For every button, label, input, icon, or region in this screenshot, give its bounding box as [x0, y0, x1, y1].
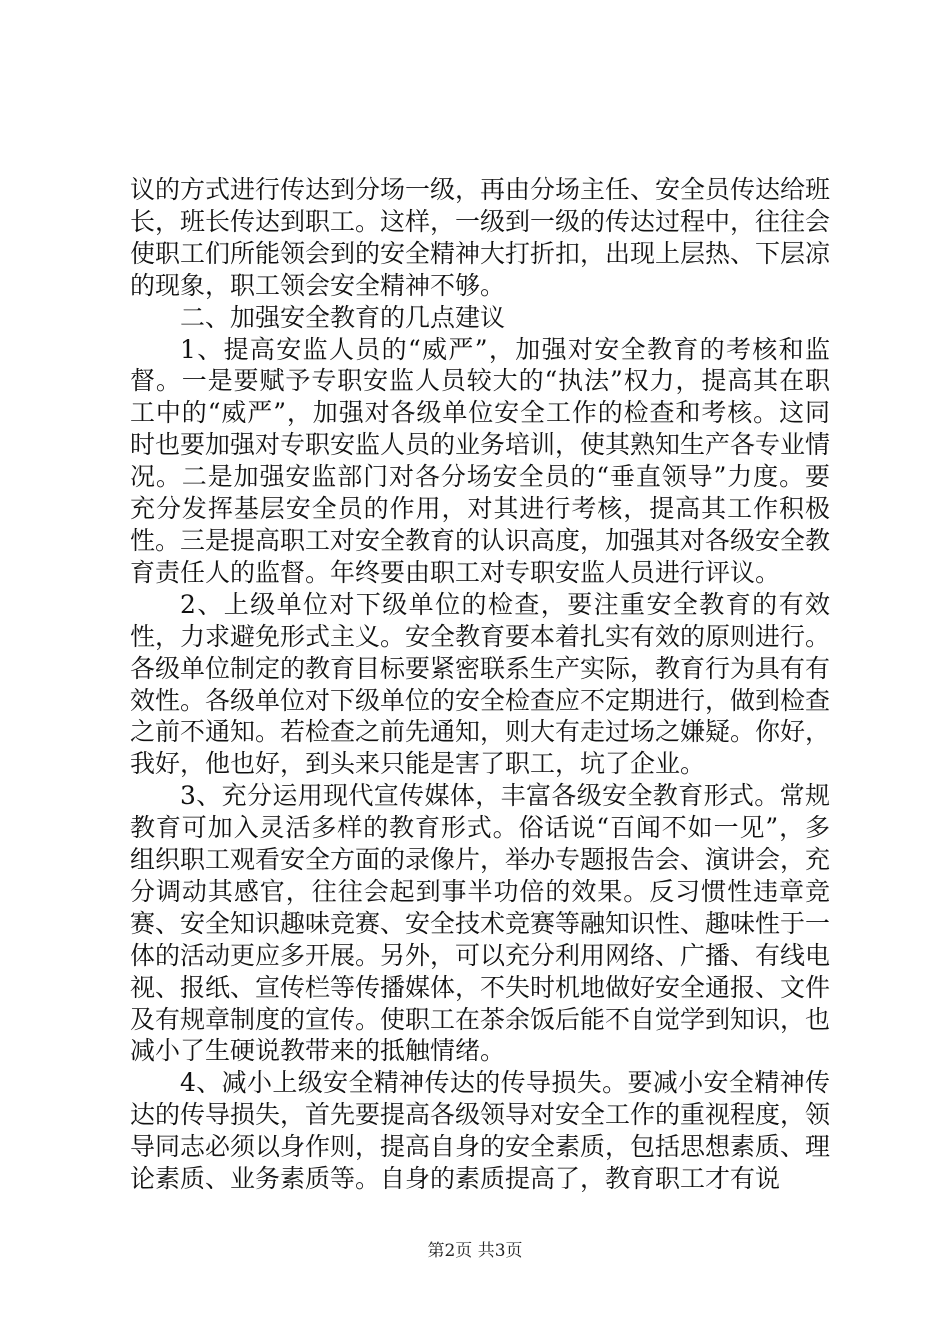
page-number-footer: 第2页 共3页: [427, 1241, 523, 1261]
paragraph-suggestion-4: 4、减小上级安全精神传达的传导损失。要减小安全精神传达的传导损失，首先要提高各级领导对安全工作的重视程度，领导同志必须以身作则，提高自身的安全素质，包括思想素质、理论素质、业务素质等。自身的素质提高了，教育职工才有说: [130, 1068, 831, 1194]
paragraph-suggestion-3: 3、充分运用现代宣传媒体，丰富各级安全教育形式。常规教育可加入灵活多样的教育形式。俗话说“百闻不如一见”，多组织职工观看安全方面的录像片，举办专题报告会、演讲会，充分调动其感官，往往会起到事半功倍的效果。反习惯性违章竞赛、安全知识趣味竞赛、安全技术竞赛等融知识性、趣味性于一体的活动更应多开展。另外，可以充分利用网络、广播、有线电视、报纸、宣传栏等传播媒体，不失时机地做好安全通报、文件及有规章制度的宣传。使职工在茶余饭后能不自觉学到知识，也减小了生硬说教带来的抵触情绪。: [130, 781, 831, 1066]
paragraph-suggestion-2: 2、上级单位对下级单位的检查，要注重安全教育的有效性，力求避免形式主义。安全教育要本着扎实有效的原则进行。各级单位制定的教育目标要紧密联系生产实际，教育行为具有有效性。各级单位对下级单位的安全检查应不定期进行，做到检查之前不通知。若检查之前先通知，则大有走过场之嫌疑。你好，我好，他也好，到头来只能是害了职工，坑了企业。: [130, 589, 831, 779]
section-heading: 二、加强安全教育的几点建议: [180, 302, 506, 332]
paragraph-continuation: 议的方式进行传达到分场一级，再由分场主任、安全员传达给班长，班长传达到职工。这样，一级到一级的传达过程中，往往会使职工们所能领会到的安全精神大打折扣，出现上层热、下层凉的现象，职工领会安全精神不够。: [130, 175, 831, 300]
paragraph-suggestion-1: 1、提高安监人员的“威严”，加强对安全教育的考核和监督。一是要赋予专职安监人员较大的“执法”权力，提高其在职工中的“威严”，加强对各级单位安全工作的检查和考核。这同时也要加强对专职安监人员的业务培训，使其熟知生产各专业情况。二是加强安监部门对各分场安全员的“垂直领导”力度。要充分发挥基层安全员的作用，对其进行考核，提高其工作积极性。三是提高职工对安全教育的认识高度，加强其对各级安全教育责任人的监督。年终要由职工对专职安监人员进行评议。: [130, 334, 831, 587]
document-body: [130, 174, 830, 1195]
